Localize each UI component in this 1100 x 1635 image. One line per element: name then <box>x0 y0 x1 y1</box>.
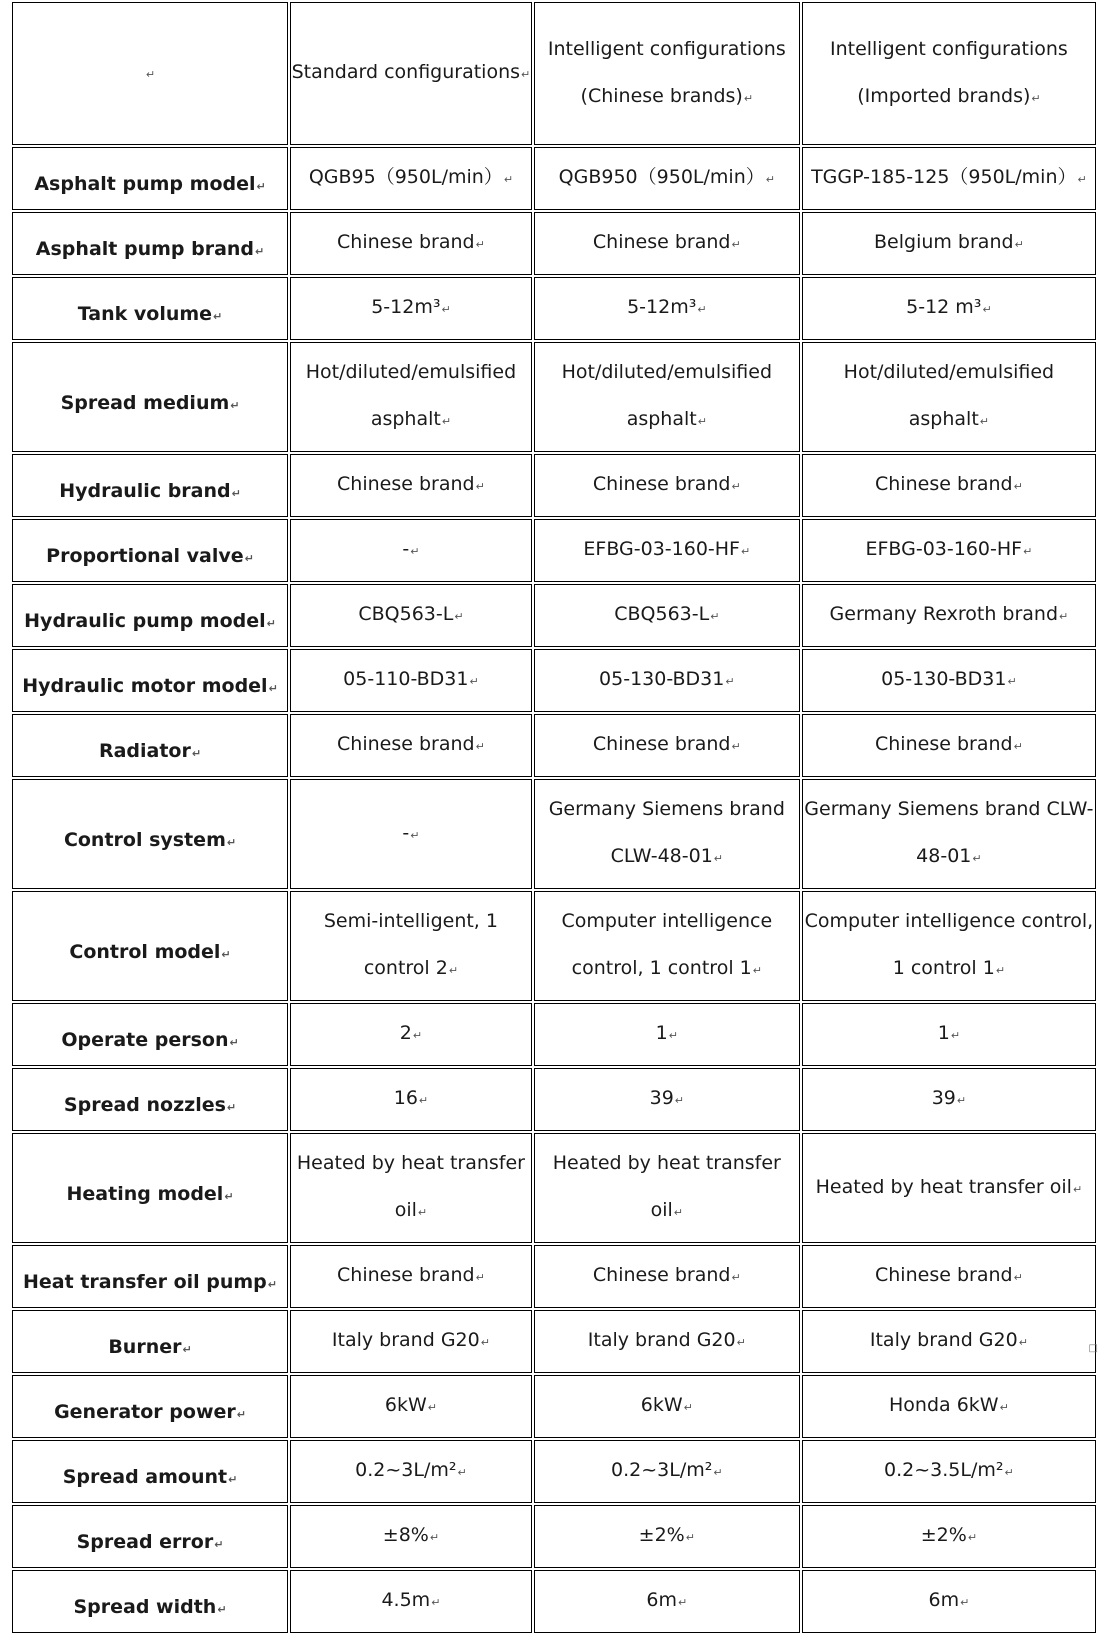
intelligent-imported-value-text: Hot/diluted/emulsified asphalt <box>843 361 1055 430</box>
standard-value <box>290 1440 532 1503</box>
intelligent-imported-value <box>802 584 1096 647</box>
row-label-text: Operate person <box>61 1029 229 1051</box>
paragraph-mark: ↵ <box>731 1271 741 1284</box>
paragraph-mark: ↵ <box>441 303 451 316</box>
row-label <box>12 1245 288 1308</box>
paragraph-mark: ↵ <box>725 675 735 688</box>
row-label-text: Asphalt pump brand <box>35 238 255 260</box>
intelligent-imported-value-text: 1 <box>937 1022 950 1044</box>
paragraph-mark: ↵ <box>429 1531 440 1544</box>
paragraph-mark: ↵ <box>475 480 485 493</box>
paragraph-mark: ↵ <box>697 303 707 316</box>
table-row <box>12 649 1096 712</box>
row-label-text: Burner <box>108 1336 182 1358</box>
intelligent-imported-value-text: 39 <box>931 1087 956 1109</box>
intelligent-imported-value-text: Germany Siemens brand CLW-48-01 <box>804 798 1094 867</box>
paragraph-mark: ↵ <box>427 1401 437 1414</box>
intelligent-imported-value <box>802 212 1096 275</box>
intelligent-imported-value <box>802 1505 1096 1568</box>
paragraph-mark: ↵ <box>972 852 982 865</box>
table-row <box>12 891 1096 1001</box>
intelligent-chinese-value <box>534 1133 800 1243</box>
intelligent-chinese-value <box>534 1068 800 1131</box>
paragraph-mark: ↵ <box>230 398 240 412</box>
paragraph-mark: ↵ <box>668 1029 678 1042</box>
intelligent-chinese-value-text: 6kW <box>640 1394 683 1416</box>
intelligent-imported-value <box>802 1440 1096 1503</box>
intelligent-chinese-value-text: Chinese brand <box>592 231 731 253</box>
row-label <box>12 277 288 340</box>
intelligent-chinese-value-text: 6m <box>646 1589 677 1611</box>
paragraph-mark: ↵ <box>1014 238 1024 251</box>
paragraph-mark: ↵ <box>475 238 485 251</box>
intelligent-chinese-value-text: 1 <box>655 1022 668 1044</box>
intelligent-imported-value-text: EFBG-03-160-HF <box>865 538 1023 560</box>
intelligent-imported-value-text: Chinese brand <box>875 733 1013 755</box>
intelligent-chinese-value-text: Chinese brand <box>592 1264 731 1286</box>
standard-value-text: Chinese brand <box>337 473 475 495</box>
table-row <box>12 1245 1096 1308</box>
intelligent-imported-value <box>802 1245 1096 1308</box>
intelligent-chinese-value <box>534 1570 800 1633</box>
row-label <box>12 779 288 889</box>
paragraph-mark: ↵ <box>960 1596 970 1609</box>
intelligent-chinese-value-text: Heated by heat transfer oil <box>552 1152 781 1221</box>
intelligent-imported-value-text: 5-12 m³ <box>906 296 982 318</box>
paragraph-mark: ↵ <box>410 828 420 842</box>
row-label <box>12 1505 288 1568</box>
intelligent-imported-value-text: ±2% <box>920 1524 967 1546</box>
row-label-text: Spread width <box>73 1596 217 1618</box>
row-label-text: Hydraulic pump model <box>24 610 266 632</box>
standard-value <box>290 1375 532 1438</box>
paragraph-mark: ↵ <box>412 1029 423 1042</box>
paragraph-mark: ↵ <box>417 1206 428 1219</box>
table-row <box>12 779 1096 889</box>
row-label <box>12 342 288 452</box>
standard-value-text: QGB95（950L/min） <box>308 166 503 188</box>
standard-value-text: Italy brand G20 <box>331 1329 480 1351</box>
standard-value-text: - <box>402 821 410 844</box>
paragraph-mark: ↵ <box>480 1336 490 1349</box>
paragraph-mark: ↵ <box>228 1473 238 1486</box>
intelligent-chinese-value-text: 0.2~3L/m² <box>611 1459 713 1481</box>
paragraph-mark: ↵ <box>226 1101 237 1114</box>
paragraph-mark: ↵ <box>979 415 990 428</box>
intelligent-chinese-value-text: 05-130-BD31 <box>599 668 725 690</box>
row-label <box>12 714 288 777</box>
header-row <box>12 2 1096 145</box>
standard-value-text: 4.5m <box>381 1589 431 1611</box>
row-label-text: Generator power <box>54 1401 236 1423</box>
row-label <box>12 1133 288 1243</box>
table-row <box>12 1068 1096 1131</box>
paragraph-mark: ↵ <box>956 1094 967 1107</box>
paragraph-mark: ↵ <box>431 1596 441 1609</box>
intelligent-imported-value-text: Chinese brand <box>875 473 1013 495</box>
paragraph-mark: ↵ <box>213 310 223 323</box>
intelligent-chinese-value-text: Germany Siemens brand CLW-48-01 <box>548 798 785 867</box>
paragraph-mark: ↵ <box>469 675 479 688</box>
row-label <box>12 212 288 275</box>
intelligent-chinese-value <box>534 519 800 582</box>
paragraph-mark: ↵ <box>731 238 741 251</box>
row-label-text: Hydraulic brand <box>59 480 231 502</box>
paragraph-mark: ↵ <box>999 1401 1009 1414</box>
paragraph-mark: ↵ <box>454 610 464 623</box>
standard-value-text: Hot/diluted/emulsified asphalt <box>305 361 517 430</box>
paragraph-mark: ↵ <box>967 1531 978 1544</box>
paragraph-mark: ↵ <box>1007 675 1017 688</box>
standard-value-text: Semi-intelligent, 1 control 2 <box>323 910 498 979</box>
standard-value-text: 0.2~3L/m² <box>355 1459 457 1481</box>
paragraph-mark: ↵ <box>731 740 741 753</box>
paragraph-mark: ↵ <box>475 740 485 753</box>
paragraph-mark: ↵ <box>683 1401 693 1414</box>
header-standard: Standard configurations↵ <box>290 2 532 145</box>
table-row <box>12 277 1096 340</box>
paragraph-mark: ↵ <box>226 835 237 849</box>
intelligent-chinese-value <box>534 584 800 647</box>
paragraph-mark: ↵ <box>191 747 202 760</box>
paragraph-mark: ↵ <box>266 617 276 630</box>
standard-value-text: 6kW <box>384 1394 427 1416</box>
standard-value-text: Chinese brand <box>337 733 475 755</box>
paragraph-mark: ↵ <box>441 415 452 428</box>
paragraph-mark: ↵ <box>457 1466 467 1479</box>
row-label <box>12 1375 288 1438</box>
table-row <box>12 519 1096 582</box>
table-row <box>12 147 1096 210</box>
intelligent-chinese-value <box>534 1003 800 1066</box>
standard-value <box>290 584 532 647</box>
standard-value-text: Heated by heat transfer oil <box>296 1152 525 1221</box>
row-label <box>12 147 288 210</box>
intelligent-imported-value <box>802 519 1096 582</box>
paragraph-mark: ↵ <box>217 1603 227 1616</box>
row-label-text: Proportional valve <box>46 545 244 567</box>
standard-value-text: 16 <box>393 1087 418 1109</box>
intelligent-imported-value <box>802 891 1096 1001</box>
standard-value <box>290 212 532 275</box>
standard-value <box>290 891 532 1001</box>
intelligent-imported-value <box>802 779 1096 889</box>
intelligent-imported-value-text: 6m <box>928 1589 960 1611</box>
paragraph-mark: ↵ <box>1072 1182 1083 1196</box>
paragraph-mark: ↵ <box>214 1538 224 1551</box>
row-label <box>12 1570 288 1633</box>
table-row <box>12 1133 1096 1243</box>
intelligent-chinese-value-text: EFBG-03-160-HF <box>583 538 740 560</box>
intelligent-imported-value-text: TGGP-185-125（950L/min） <box>811 166 1077 188</box>
intelligent-imported-value <box>802 342 1096 452</box>
intelligent-chinese-value <box>534 1440 800 1503</box>
intelligent-chinese-value <box>534 891 800 1001</box>
standard-value-text: 2 <box>399 1022 412 1044</box>
standard-value <box>290 1505 532 1568</box>
intelligent-imported-value <box>802 1570 1096 1633</box>
standard-value-text: - <box>402 538 410 560</box>
spec-table <box>10 0 1098 1635</box>
intelligent-chinese-value-text: Chinese brand <box>592 733 731 755</box>
paragraph-mark: ↵ <box>244 552 254 565</box>
row-label-text: Asphalt pump model <box>34 173 256 195</box>
intelligent-imported-value <box>802 1068 1096 1131</box>
intelligent-imported-value <box>802 454 1096 517</box>
row-label-text: Spread error <box>76 1531 214 1553</box>
intelligent-imported-value-text: Germany Rexroth brand <box>829 603 1059 625</box>
paragraph-mark: ↵ <box>713 1466 723 1479</box>
row-label-text: Tank volume <box>77 303 213 325</box>
row-label-text: Control model <box>69 940 221 963</box>
standard-value <box>290 1003 532 1066</box>
intelligent-chinese-value <box>534 147 800 210</box>
paragraph-mark: ↵ <box>1018 1336 1028 1349</box>
paragraph-mark: ↵ <box>236 1408 246 1421</box>
intelligent-chinese-value <box>534 714 800 777</box>
table-row <box>12 1375 1096 1438</box>
paragraph-mark: ↵ <box>765 173 775 186</box>
intelligent-chinese-value <box>534 779 800 889</box>
row-label-text: Spread nozzles <box>63 1094 226 1116</box>
paragraph-mark: ↵ <box>1013 480 1023 493</box>
paragraph-mark: ↵ <box>224 1189 234 1203</box>
table-row <box>12 454 1096 517</box>
table-row <box>12 1505 1096 1568</box>
intelligent-chinese-value <box>534 454 800 517</box>
row-label-text: Heat transfer oil pump <box>23 1271 267 1293</box>
paragraph-mark: ↵ <box>685 1531 695 1544</box>
intelligent-imported-value-text: Computer intelligence control, 1 control 1 <box>804 910 1094 979</box>
paragraph-mark: ↵ <box>256 180 266 193</box>
row-label <box>12 1440 288 1503</box>
paragraph-mark: ↵ <box>950 1029 961 1042</box>
standard-value-text: CBQ563-L <box>358 603 454 625</box>
standard-value-text: 05-110-BD31 <box>343 668 469 690</box>
standard-value <box>290 1245 532 1308</box>
row-label <box>12 891 288 1001</box>
standard-value <box>290 147 532 210</box>
row-label <box>12 1310 288 1373</box>
table-row <box>12 212 1096 275</box>
paragraph-mark: ↵ <box>410 545 420 558</box>
intelligent-imported-value <box>802 147 1096 210</box>
row-label <box>12 1068 288 1131</box>
intelligent-imported-value-text: 05-130-BD31 <box>881 668 1007 690</box>
intelligent-chinese-value <box>534 649 800 712</box>
intelligent-chinese-value <box>534 342 800 452</box>
intelligent-chinese-value-text: Hot/diluted/emulsified asphalt <box>561 361 773 430</box>
paragraph-mark: ↵ <box>710 610 720 623</box>
standard-value <box>290 649 532 712</box>
intelligent-imported-value <box>802 1133 1096 1243</box>
intelligent-chinese-value <box>534 1245 800 1308</box>
intelligent-chinese-value-text: 39 <box>649 1087 674 1109</box>
standard-value-text: 5-12m³ <box>371 296 441 318</box>
paragraph-mark: ↵ <box>255 245 265 258</box>
standard-value <box>290 779 532 889</box>
row-label <box>12 649 288 712</box>
standard-value <box>290 519 532 582</box>
intelligent-imported-value-text: Chinese brand <box>875 1264 1013 1286</box>
paragraph-mark: ↵ <box>1023 545 1033 558</box>
paragraph-mark: ↵ <box>982 303 992 316</box>
paragraph-mark: ↵ <box>674 1094 685 1107</box>
paragraph-mark: ↵ <box>713 852 724 865</box>
intelligent-imported-value-text: 0.2~3.5L/m² <box>884 1459 1004 1481</box>
standard-value <box>290 342 532 452</box>
intelligent-imported-value <box>802 1310 1096 1373</box>
table-row <box>12 1003 1096 1066</box>
table-row <box>12 714 1096 777</box>
paragraph-mark: ↵ <box>231 487 241 500</box>
paragraph-mark: ↵ <box>1004 1466 1014 1479</box>
row-label <box>12 454 288 517</box>
intelligent-chinese-value-text: Chinese brand <box>592 473 731 495</box>
paragraph-mark: ↵ <box>418 1094 429 1107</box>
row-label-text: Heating model <box>66 1182 224 1205</box>
intelligent-chinese-value-text: Computer intelligence control, 1 control 1 <box>561 910 773 979</box>
intelligent-imported-value <box>802 1375 1096 1438</box>
paragraph-mark: ↵ <box>995 964 1006 977</box>
paragraph-mark: ↵ <box>697 415 707 428</box>
standard-value <box>290 454 532 517</box>
intelligent-chinese-value <box>534 277 800 340</box>
paragraph-mark: ↵ <box>448 964 459 977</box>
row-label <box>12 1003 288 1066</box>
table-row <box>12 1310 1096 1373</box>
intelligent-chinese-value <box>534 212 800 275</box>
paragraph-mark: ↵ <box>182 1343 192 1356</box>
table-row <box>12 1570 1096 1633</box>
row-label <box>12 519 288 582</box>
paragraph-mark: ↵ <box>503 173 514 186</box>
standard-value <box>290 1570 532 1633</box>
intelligent-chinese-value <box>534 1375 800 1438</box>
standard-value <box>290 1310 532 1373</box>
intelligent-chinese-value-text: QGB950（950L/min） <box>558 166 765 188</box>
intelligent-chinese-value-text: ±2% <box>638 1524 685 1546</box>
paragraph-mark: ↵ <box>752 964 762 977</box>
paragraph-mark: ↵ <box>221 947 231 961</box>
header-intelligent-chinese: Intelligent configurations (Chinese brands)↵ <box>534 2 800 145</box>
intelligent-imported-value-text: Honda 6kW <box>889 1394 999 1416</box>
paragraph-mark: ↵ <box>1077 173 1087 186</box>
intelligent-imported-value <box>802 649 1096 712</box>
paragraph-mark: ↵ <box>731 480 741 493</box>
standard-value-text: ±8% <box>382 1524 429 1546</box>
paragraph-mark: ↵ <box>475 1271 485 1284</box>
paragraph-mark: ↵ <box>1013 1271 1023 1284</box>
intelligent-imported-value-text: Heated by heat transfer oil <box>815 1175 1072 1198</box>
paragraph-mark: ↵ <box>229 1036 239 1049</box>
standard-value-text: Chinese brand <box>337 1264 475 1286</box>
table-row <box>12 342 1096 452</box>
standard-value-text: Chinese brand <box>337 231 475 253</box>
row-label-text: Spread amount <box>62 1466 228 1488</box>
paragraph-mark: ↵ <box>1013 740 1023 753</box>
header-corner-cell: ↵ <box>12 2 288 145</box>
header-intelligent-imported: Intelligent configurations (Imported brands)↵ <box>802 2 1096 145</box>
intelligent-chinese-value <box>534 1310 800 1373</box>
standard-value <box>290 277 532 340</box>
paragraph-mark: ↵ <box>1059 610 1069 623</box>
intelligent-chinese-value <box>534 1505 800 1568</box>
standard-value <box>290 1133 532 1243</box>
intelligent-imported-value <box>802 277 1096 340</box>
standard-value <box>290 1068 532 1131</box>
intelligent-imported-value-text: Italy brand G20 <box>869 1329 1018 1351</box>
page-corner-mark: □ <box>1088 1343 1098 1354</box>
paragraph-mark: ↵ <box>741 545 751 558</box>
intelligent-imported-value-text: Belgium brand <box>874 231 1014 253</box>
paragraph-mark: ↵ <box>268 682 278 695</box>
row-label <box>12 584 288 647</box>
row-label-text: Control system <box>63 828 226 851</box>
paragraph-mark: ↵ <box>678 1596 688 1609</box>
intelligent-chinese-value-text: 5-12m³ <box>627 296 697 318</box>
row-label-text: Radiator <box>98 740 191 762</box>
intelligent-chinese-value-text: CBQ563-L <box>614 603 710 625</box>
table-row <box>12 584 1096 647</box>
intelligent-chinese-value-text: Italy brand G20 <box>587 1329 736 1351</box>
row-label-text: Hydraulic motor model <box>22 675 268 697</box>
row-label-text: Spread medium <box>60 391 230 414</box>
paragraph-mark: ↵ <box>267 1278 278 1291</box>
intelligent-imported-value <box>802 1003 1096 1066</box>
table-row <box>12 1440 1096 1503</box>
paragraph-mark: ↵ <box>736 1336 746 1349</box>
standard-value <box>290 714 532 777</box>
paragraph-mark: ↵ <box>673 1206 684 1219</box>
intelligent-imported-value <box>802 714 1096 777</box>
